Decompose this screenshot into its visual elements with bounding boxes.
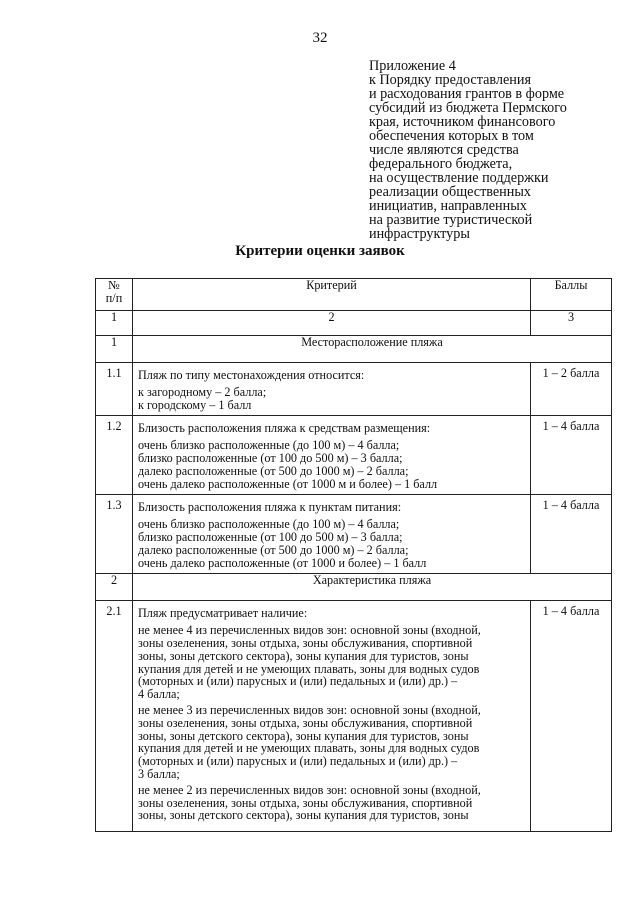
criterion-line: очень близко расположенные (до 100 м) – 4 балла; xyxy=(138,517,400,532)
criterion-line: близко расположенные (от 100 до 500 м) – 3 балла; xyxy=(138,450,403,465)
appendix-line: федерального бюджета, xyxy=(369,156,513,172)
appendix-line: реализации общественных xyxy=(369,184,531,200)
appendix-line: инфраструктуры xyxy=(369,226,470,242)
item-score: 1 – 4 балла xyxy=(531,495,612,574)
section-row xyxy=(96,336,612,363)
criterion-line: зоны, зоны детского сектора), зоны купания для туристов, зоны xyxy=(138,808,469,823)
header-number-line: № xyxy=(108,278,120,292)
appendix-line: к Порядку предоставления xyxy=(369,72,531,88)
criterion-block xyxy=(138,784,526,822)
criterion-line: 3 балла; xyxy=(138,766,180,781)
criterion-lead: Пляж по типу местонахождения относится: xyxy=(138,368,365,382)
criterion-block xyxy=(138,624,526,701)
header-number-line: п/п xyxy=(105,290,123,305)
section-number: 2 xyxy=(96,574,133,601)
criterion-line: не менее 4 из перечисленных видов зон: основной зоны (входной, xyxy=(138,623,481,638)
criterion-line: (моторных и (или) парусных и (или) педальных и (или) др.) – xyxy=(138,754,458,769)
criterion-line: близко расположенные (от 100 до 500 м) – 3 балла; xyxy=(138,529,403,544)
criterion-line: (моторных и (или) парусных и (или) педальных и (или) др.) – xyxy=(138,674,458,689)
item-number: 2.1 xyxy=(96,601,133,832)
criterion-line: зоны, зоны детского сектора), зоны купания для туристов, зоны xyxy=(138,648,469,663)
header-score-cell: Баллы xyxy=(531,279,612,311)
item-score: 1 – 2 балла xyxy=(531,363,612,416)
appendix-line: инициатив, направленных xyxy=(369,198,527,214)
item-number: 1.1 xyxy=(96,363,133,416)
criterion-line: к городскому – 1 балл xyxy=(138,397,252,412)
section-title: Месторасположение пляжа xyxy=(133,336,612,363)
appendix-line: числе являются средства xyxy=(369,142,519,158)
appendix-line: субсидий из бюджета Пермского xyxy=(369,100,567,116)
criterion-line: 4 балла; xyxy=(138,687,180,702)
criterion-line: очень далеко расположенные (от 1000 и более) – 1 балл xyxy=(138,555,427,570)
item-criterion xyxy=(133,416,531,495)
criterion-line: купания для детей и не умеющих плавать, зоны для водных судов xyxy=(138,661,480,676)
criterion-line: не менее 3 из перечисленных видов зон: основной зоны (входной, xyxy=(138,702,481,717)
item-criterion xyxy=(133,495,531,574)
criterion-line: далеко расположенные (от 500 до 1000 м) – 2 балла; xyxy=(138,463,409,478)
section-row xyxy=(96,574,612,601)
criterion-line: купания для детей и не умеющих плавать, зоны для водных судов xyxy=(138,741,480,756)
table-row xyxy=(96,601,612,832)
item-number: 1.2 xyxy=(96,416,133,495)
document-title: Критерии оценки заявок xyxy=(235,243,405,259)
criterion-line: очень далеко расположенные (от 1000 м и более) – 1 балл xyxy=(138,476,438,491)
header-criterion-cell: Критерий xyxy=(133,279,531,311)
item-number: 1.3 xyxy=(96,495,133,574)
header-number-cell xyxy=(96,279,133,311)
appendix-line: на развитие туристической xyxy=(369,212,533,228)
section-title: Характеристика пляжа xyxy=(133,574,612,601)
appendix-line: края, источником финансового xyxy=(369,114,556,130)
page-number: 32 xyxy=(312,30,328,46)
column-numbering-row xyxy=(96,311,612,336)
table-header-row xyxy=(96,279,612,311)
appendix-note xyxy=(369,59,619,241)
appendix-line: Приложение 4 xyxy=(369,58,456,74)
criterion-line: зоны озеленения, зоны отдыха, зоны обслуживания, спортивной xyxy=(138,715,473,730)
criterion-line: зоны озеленения, зоны отдыха, зоны обслуживания, спортивной xyxy=(138,795,473,810)
criterion-line: далеко расположенные (от 500 до 1000 м) – 2 балла; xyxy=(138,542,409,557)
numbering-cell: 2 xyxy=(133,311,531,336)
criterion-lead: Близость расположения пляжа к пунктам питания: xyxy=(138,500,402,515)
numbering-cell: 3 xyxy=(531,311,612,336)
criterion-line: зоны, зоны детского сектора), зоны купания для туристов, зоны xyxy=(138,728,469,743)
criterion-lead: Близость расположения пляжа к средствам размещения: xyxy=(138,421,431,436)
criterion-block xyxy=(138,704,526,781)
criterion-line: не менее 2 из перечисленных видов зон: основной зоны (входной, xyxy=(138,782,481,797)
criterion-line: очень близко расположенные (до 100 м) – 4 балла; xyxy=(138,438,400,453)
section-number: 1 xyxy=(96,336,133,363)
appendix-line: и расходования грантов в форме xyxy=(369,86,565,102)
criterion-line: зоны озеленения, зоны отдыха, зоны обслуживания, спортивной xyxy=(138,635,473,650)
item-criterion xyxy=(133,363,531,416)
table-row xyxy=(96,363,612,416)
criterion-line: к загородному – 2 балла; xyxy=(138,384,267,399)
table-row xyxy=(96,495,612,574)
appendix-line: на осуществление поддержки xyxy=(369,170,549,186)
numbering-cell: 1 xyxy=(96,311,133,336)
criterion-lead: Пляж предусматривает наличие: xyxy=(138,606,308,621)
item-score: 1 – 4 балла xyxy=(531,416,612,495)
item-criterion xyxy=(133,601,531,832)
item-score: 1 – 4 балла xyxy=(531,601,612,832)
appendix-line: обеспечения которых в том xyxy=(369,128,534,144)
criteria-table xyxy=(95,278,612,832)
table-row xyxy=(96,416,612,495)
